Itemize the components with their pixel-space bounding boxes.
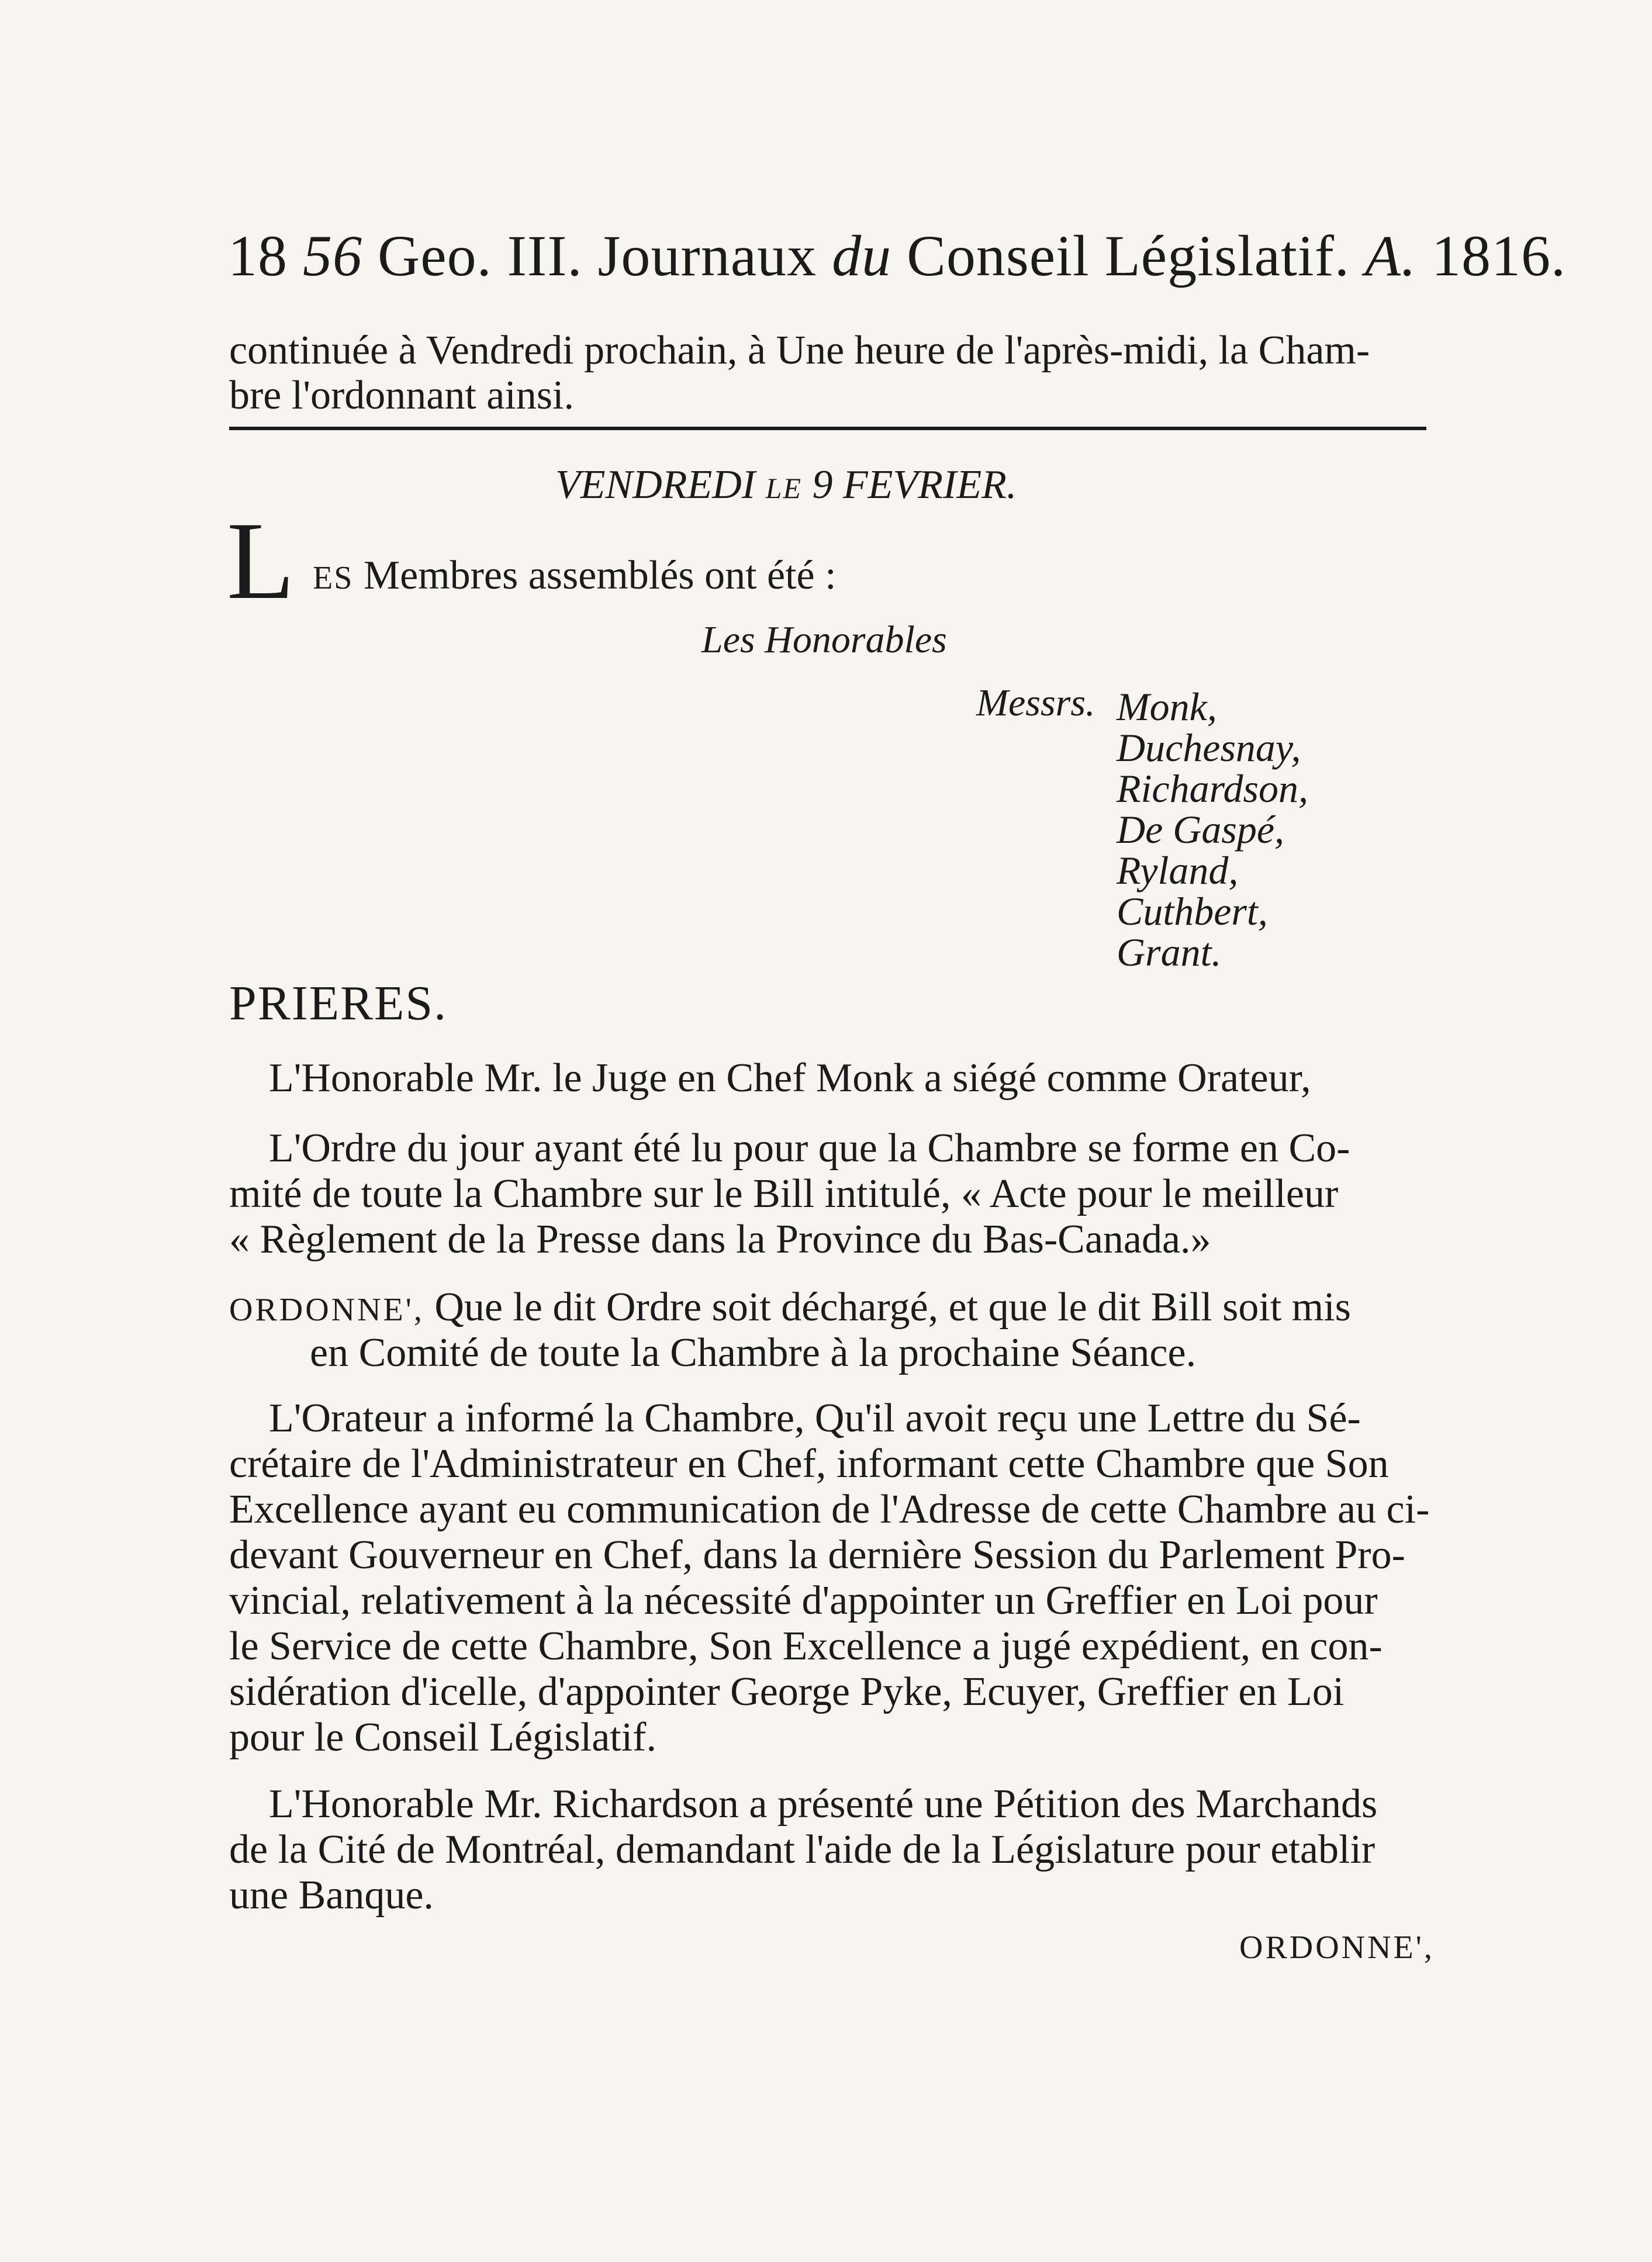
running-header <box>228 223 1566 288</box>
para1-line: L'Honorable Mr. le Juge en Chef Monk a siégé comme Orateur, <box>269 1056 1311 1101</box>
para3-line: Excellence ayant eu communication de l'Adresse de cette Chambre au ci- <box>229 1487 1430 1532</box>
member-name: De Gaspé, <box>1117 807 1285 852</box>
ordonne-lead: ORDONNE', <box>229 1292 424 1328</box>
para3-line: vincial, relativement à la nécessité d'appointer un Greffier en Loi pour <box>229 1578 1378 1623</box>
anno: A. <box>1364 223 1416 288</box>
members-line <box>313 552 837 599</box>
journal-word: Journaux <box>597 223 817 288</box>
para3-line: crétaire de l'Administrateur en Chef, informant cette Chambre que Son <box>229 1441 1389 1486</box>
para3-line: sidération d'icelle, d'appointer George Pyke, Ecuyer, Greffier en Loi <box>229 1669 1345 1714</box>
para4-line: de la Cité de Montréal, demandant l'aide de la Législature pour etablir <box>229 1827 1375 1872</box>
dateline-day: VENDREDI <box>555 462 756 507</box>
members-caps: ES <box>313 560 354 596</box>
messrs: Messrs. <box>976 682 1095 724</box>
dateline-date: 9 FEVRIER. <box>812 462 1017 507</box>
reign-year: 56 <box>303 223 362 288</box>
page-number: 18 <box>228 223 288 288</box>
ordonne-text: Que le dit Ordre soit déchargé, et que le dit Bill soit mis <box>434 1285 1351 1330</box>
member-name: Duchesnay, <box>1117 725 1301 770</box>
prieres-heading: PRIERES. <box>229 976 448 1030</box>
reign: Geo. III. <box>378 223 583 288</box>
para3-line: devant Gouverneur en Chef, dans la dernière Session du Parlement Pro- <box>229 1533 1405 1578</box>
du-word: du <box>832 223 892 288</box>
members-rest: Membres assemblés ont été : <box>353 553 837 598</box>
dateline-le: LE <box>765 472 802 504</box>
year: 1816. <box>1432 223 1566 288</box>
para4-line: une Banque. <box>229 1873 434 1918</box>
ordonne-line: en Comité de toute la Chambre à la prochaine Séance. <box>310 1330 1197 1375</box>
catchword: ORDONNE', <box>1239 1929 1435 1966</box>
section-rule <box>229 427 1426 430</box>
para3-line: pour le Conseil Législatif. <box>229 1715 656 1760</box>
council-name: Conseil Législatif. <box>907 223 1350 288</box>
para3-line: L'Orateur a informé la Chambre, Qu'il avoit reçu une Lettre du Sé- <box>269 1396 1361 1441</box>
para4-line: L'Honorable Mr. Richardson a présenté une Pétition des Marchands <box>269 1782 1378 1827</box>
para2-line: mité de toute la Chambre sur le Bill intitulé, « Acte pour le meilleur <box>229 1171 1339 1216</box>
member-name: Grant. <box>1117 930 1222 974</box>
para2-line: L'Ordre du jour ayant été lu pour que la Chambre se forme en Co- <box>269 1126 1350 1171</box>
les-honorables: Les Honorables <box>701 618 947 661</box>
member-name: Richardson, <box>1117 766 1309 811</box>
continuation-line-1: continuée à Vendredi prochain, à Une heure de l'après-midi, la Cham- <box>229 328 1370 373</box>
para2-line: « Règlement de la Presse dans la Province du Bas-Canada.» <box>229 1217 1211 1262</box>
dateline <box>555 462 1017 509</box>
member-name: Ryland, <box>1117 848 1239 893</box>
member-name: Monk, <box>1117 684 1217 729</box>
drop-cap: L <box>227 500 295 622</box>
continuation-line-2: bre l'ordonnant ainsi. <box>229 373 574 418</box>
para3-line: le Service de cette Chambre, Son Excellence a jugé expédient, en con- <box>229 1624 1383 1669</box>
member-name: Cuthbert, <box>1117 889 1268 933</box>
ordonne-line <box>229 1287 1351 1328</box>
